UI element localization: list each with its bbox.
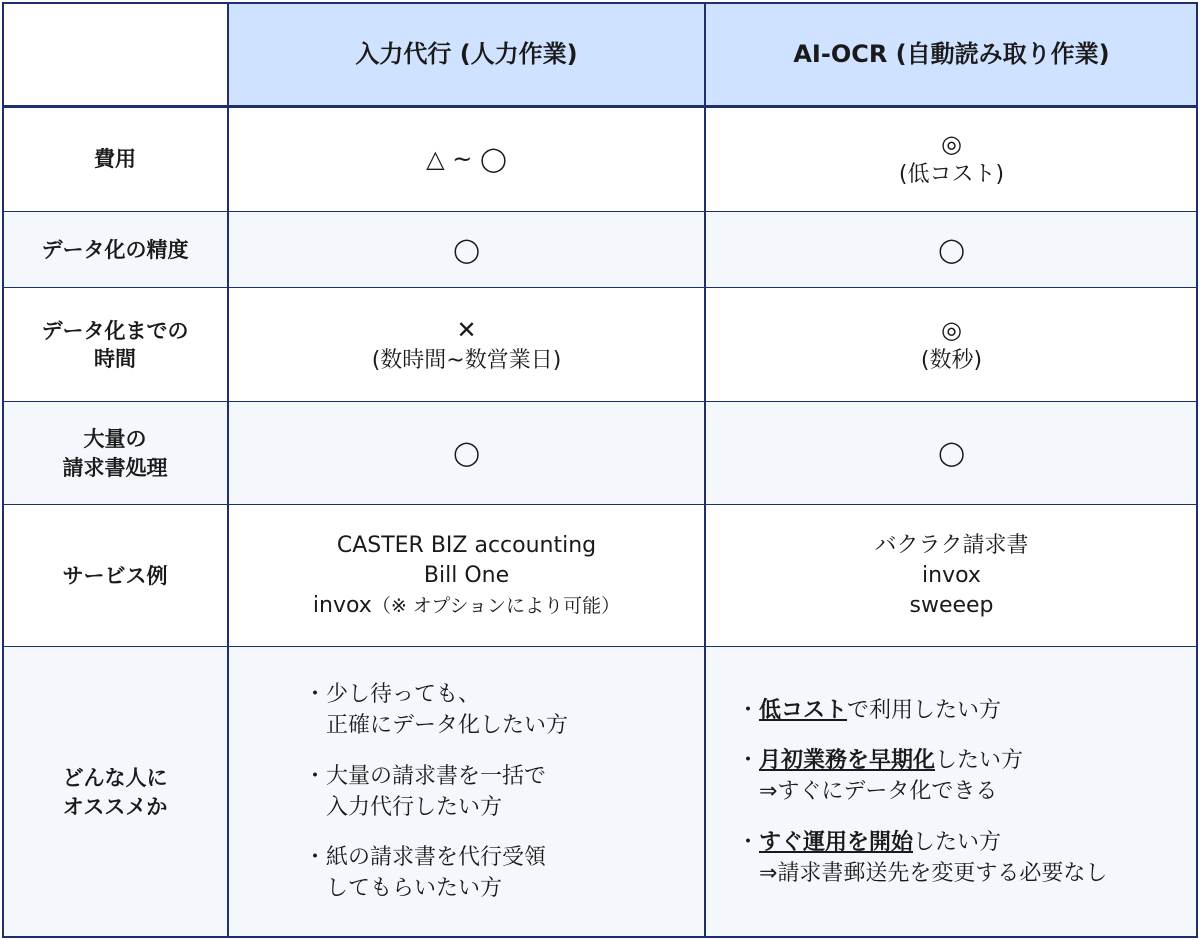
row-label-accuracy-text: データ化の精度 (41, 237, 189, 262)
list-item-rest: で利用したい方 (847, 697, 1002, 723)
time-ocr-note: (数秒) (920, 348, 983, 374)
list-item-line: 少し待っても、 (326, 682, 481, 708)
row-label-time-line1: データ化までの (41, 318, 189, 343)
bullet: ・ (737, 697, 760, 723)
list-item-line: 入力代行したい方 (326, 794, 503, 820)
time-manual-note: (数時間~数営業日) (371, 348, 562, 374)
bullet: ・ (304, 682, 327, 708)
volume-ocr-rating: ◯ (938, 439, 965, 468)
table-border (2, 2, 1198, 938)
list-item-line: 正確にデータ化したい方 (326, 712, 569, 738)
header-ai-ocr-label: AI-OCR (自動読み取り作業) (793, 39, 1110, 68)
cost-ocr-rating: ◎ (941, 129, 962, 158)
bullet: ・ (737, 829, 760, 855)
service-name: invox (922, 563, 981, 589)
bullet: ・ (737, 748, 760, 774)
time-manual-rating: ✕ (456, 315, 477, 344)
list-item-rest: したい方 (935, 748, 1024, 774)
bullet: ・ (304, 845, 327, 871)
cost-ocr-note: (低コスト) (898, 162, 1005, 188)
row-label-volume-line1: 大量の (83, 427, 147, 452)
list-item-rest: したい方 (913, 829, 1002, 855)
list-item-line: ⇒すぐにデータ化できる (759, 779, 998, 805)
service-name: Bill One (423, 563, 510, 589)
service-name: CASTER BIZ accounting (336, 533, 597, 559)
service-name: sweeep (909, 592, 994, 618)
list-item-line: 大量の請求書を一括で (326, 763, 547, 789)
accuracy-manual-rating: ◯ (453, 235, 480, 264)
header-manual-input-label: 入力代行 (人力作業) (355, 39, 578, 68)
row-label-volume-line2: 請求書処理 (62, 455, 168, 480)
row-label-recommend-line1: どんな人に (62, 766, 168, 791)
list-item-line: してもらいたい方 (326, 876, 503, 902)
comparison-table (2, 2, 1198, 938)
accuracy-ocr-rating: ◯ (938, 235, 965, 264)
emphasis-text: 月初業務を早期化 (759, 748, 936, 774)
list-item-line: ⇒請求書郵送先を変更する必要なし (759, 860, 1108, 886)
row-label-cost-text: 費用 (94, 146, 136, 171)
time-ocr-rating: ◎ (941, 315, 962, 344)
service-name: バクラク請求書 (874, 533, 1029, 559)
bullet: ・ (304, 763, 327, 789)
cost-manual-rating: △ ~ ◯ (426, 144, 507, 173)
emphasis-text: すぐ運用を開始 (759, 829, 914, 855)
service-option-note: （※ オプションにより可能） (371, 594, 621, 617)
row-label-services-text: サービス例 (62, 563, 168, 588)
volume-manual-rating: ◯ (453, 439, 480, 468)
service-name: invox (312, 592, 372, 618)
row-label-time-line2: 時間 (94, 347, 136, 371)
emphasis-text: 低コスト (759, 697, 848, 723)
row-label-recommend-line2: オススメか (62, 794, 168, 819)
list-item-line: 紙の請求書を代行受領 (326, 845, 547, 871)
